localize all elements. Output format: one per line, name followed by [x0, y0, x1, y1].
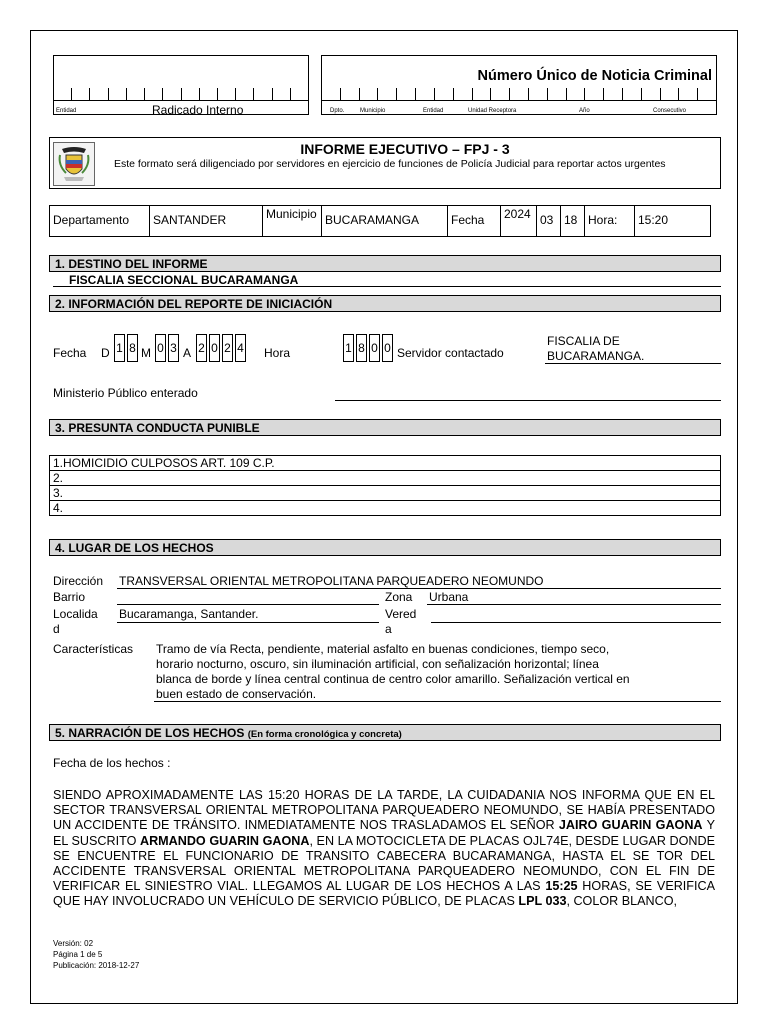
title-box	[49, 137, 721, 189]
fecha-day: 18	[560, 205, 585, 237]
nunc-title: Número Único de Noticia Criminal	[477, 68, 712, 84]
hora-label: Hora:	[584, 205, 635, 237]
footer-pagina: Página 1 de 5	[53, 950, 103, 959]
year-digit: 2	[222, 334, 233, 362]
caracteristicas-line: Tramo de vía Recta, pendiente, material asfalto en buenas condiciones, tiempo seco,	[156, 642, 610, 656]
fecha-year: 2024	[500, 205, 537, 237]
radicado-ticks	[54, 88, 308, 100]
year-digit: 4	[235, 334, 246, 362]
anio-label: Año	[579, 108, 590, 114]
section-5-note: (En forma cronológica y concreta)	[247, 729, 402, 740]
hora-value: 15:20	[634, 205, 711, 237]
destino-value: FISCALIA SECCIONAL BUCARAMANGA	[69, 273, 299, 287]
footer-version: Versión: 02	[53, 939, 94, 948]
m-label: M	[141, 346, 151, 360]
day-digit: 8	[127, 334, 138, 362]
zona-value: Urbana	[429, 590, 469, 604]
day-digit: 1	[114, 334, 125, 362]
conducta-row: 2.	[49, 470, 721, 486]
hour-digit: 1	[343, 334, 354, 362]
hour-digit: 8	[356, 334, 367, 362]
localidad-label-1: Localida	[53, 607, 98, 621]
dpto-label: Dpto.	[330, 108, 345, 114]
municipio-label: Municipio	[360, 108, 386, 114]
form-title: INFORME EJECUTIVO – FPJ - 3	[300, 141, 510, 157]
year-digit: 0	[209, 334, 220, 362]
servidor-value-1: FISCALIA DE	[547, 334, 620, 348]
servidor-value-2: BUCARAMANGA.	[547, 349, 645, 363]
hour-digit: 0	[382, 334, 393, 362]
year-digit: 2	[196, 334, 207, 362]
vereda-label-1: Vered	[385, 607, 417, 621]
fecha-label: Fecha	[447, 205, 501, 237]
localidad-value: Bucaramanga, Santander.	[119, 607, 259, 621]
departamento-label: Departamento	[49, 205, 150, 237]
person-name: JAIRO GUARIN GAONA	[558, 818, 703, 833]
arrival-time: 15:25	[545, 879, 578, 894]
d-label: D	[101, 346, 110, 360]
caracteristicas-line: buen estado de conservación.	[156, 687, 317, 701]
a-label: A	[183, 346, 192, 360]
entidad-label-2: Entidad	[423, 108, 444, 114]
conducta-row: 3.	[49, 485, 721, 501]
ministerio-label: Ministerio Público enterado	[53, 386, 198, 400]
caracteristicas-label: Características	[53, 642, 134, 656]
conducta-row: 4.	[49, 500, 721, 516]
fecha-hechos-label: Fecha de los hechos :	[53, 756, 171, 770]
caracteristicas-line: horario nocturno, oscuro, sin iluminación artificial, con señalización horizontal; línea	[156, 657, 599, 671]
nunc-box	[321, 55, 717, 115]
unidad-receptora-label: Unidad Receptora	[468, 108, 517, 114]
section-3-header: 3. PRESUNTA CONDUCTA PUNIBLE	[49, 419, 721, 436]
vereda-label-2: a	[385, 622, 392, 636]
reporte-fecha-label: Fecha	[53, 346, 87, 360]
form-subtitle: Este formato será diligenciado por servidores en ejercicio de funciones de Policía Judicial para reportar actos urgentes	[114, 158, 666, 170]
section-2-header: 2. INFORMACIÓN DEL REPORTE DE INICIACIÓN	[49, 295, 721, 312]
departamento-value: SANTANDER	[149, 205, 263, 237]
municipio-label: Municipio	[262, 205, 322, 237]
month-digit: 0	[155, 334, 166, 362]
fecha-month: 03	[536, 205, 561, 237]
nunc-ticks	[322, 88, 716, 100]
radicado-box	[53, 55, 309, 115]
servidor-label: Servidor contactado	[397, 346, 504, 360]
barrio-label: Barrio	[53, 590, 86, 604]
reporte-hora-label: Hora	[264, 346, 291, 360]
section-5-title: 5. NARRACIÓN DE LOS HECHOS	[55, 726, 245, 740]
direccion-value: TRANSVERSAL ORIENTAL METROPOLITANA PARQUEADERO NEOMUNDO	[119, 574, 544, 588]
conducta-row: 1.HOMICIDIO CULPOSOS ART. 109 C.P.	[49, 455, 721, 471]
zona-label: Zona	[385, 590, 413, 604]
section-5-header	[49, 724, 721, 741]
vehicle-plate: LPL 033	[518, 894, 567, 909]
entidad-label: Entidad	[56, 108, 77, 114]
month-digit: 3	[168, 334, 179, 362]
footer-publicacion: Publicación: 2018-12-27	[53, 961, 140, 970]
consecutivo-label: Consecutivo	[653, 108, 687, 114]
section-1-header: 1. DESTINO DEL INFORME	[49, 255, 721, 272]
narracion-text: SIENDO APROXIMADAMENTE LAS 15:20 HORAS DE LA TARDE, LA CUIDADANIA NOS INFORMA QUE EN EL SECTOR TRANSVERSAL ORIENTAL METROPOLITANA PARQUEADERO NEOMUNDO, SE HABÍA PRESENTADO UN ACCIDENTE DE TRÁNSITO. INMEDIATAMENTE NOS TRASLADAMOS EL SEÑOR JAIRO GUARIN GAONA Y EL SUSCRITO ARMANDO GUARIN GAONA, EN LA MOTOCICLETA DE PLACAS OJL74E, DESDE LUGAR DONDE SE ENCUENTRE EL FUNCIONARIO DE TRANSITO CABECERA BUCARAMANGA, HASTA EL SE TOR DEL ACCIDENTE TRANSVERSAL ORIENTAL METROPOLITANA PARQUEADERO NEOMUNDO, CON EL FIN DE VERIFICAR EL SINIESTRO VIAL. LLEGAMOS AL LUGAR DE LOS HECHOS A LAS 15:25 HORAS, SE VERIFICA QUE HAY INVOLUCRADO UN VEHÍCULO DE SERVICIO PÚBLICO, DE PLACAS LPL 033, COLOR BLANCO,	[53, 788, 716, 909]
document-page	[30, 30, 738, 1004]
person-name: ARMANDO GUARIN GAONA	[139, 833, 310, 848]
direccion-label: Dirección	[53, 574, 104, 588]
localidad-label-2: d	[53, 622, 60, 636]
radicado-label: Radicado Interno	[152, 103, 244, 117]
municipio-value: BUCARAMANGA	[321, 205, 448, 237]
section-4-header: 4. LUGAR DE LOS HECHOS	[49, 539, 721, 556]
caracteristicas-line: blanca de borde y línea central continua de centro color amarillo. Señalización vertical en	[156, 672, 630, 686]
hour-digit: 0	[369, 334, 380, 362]
